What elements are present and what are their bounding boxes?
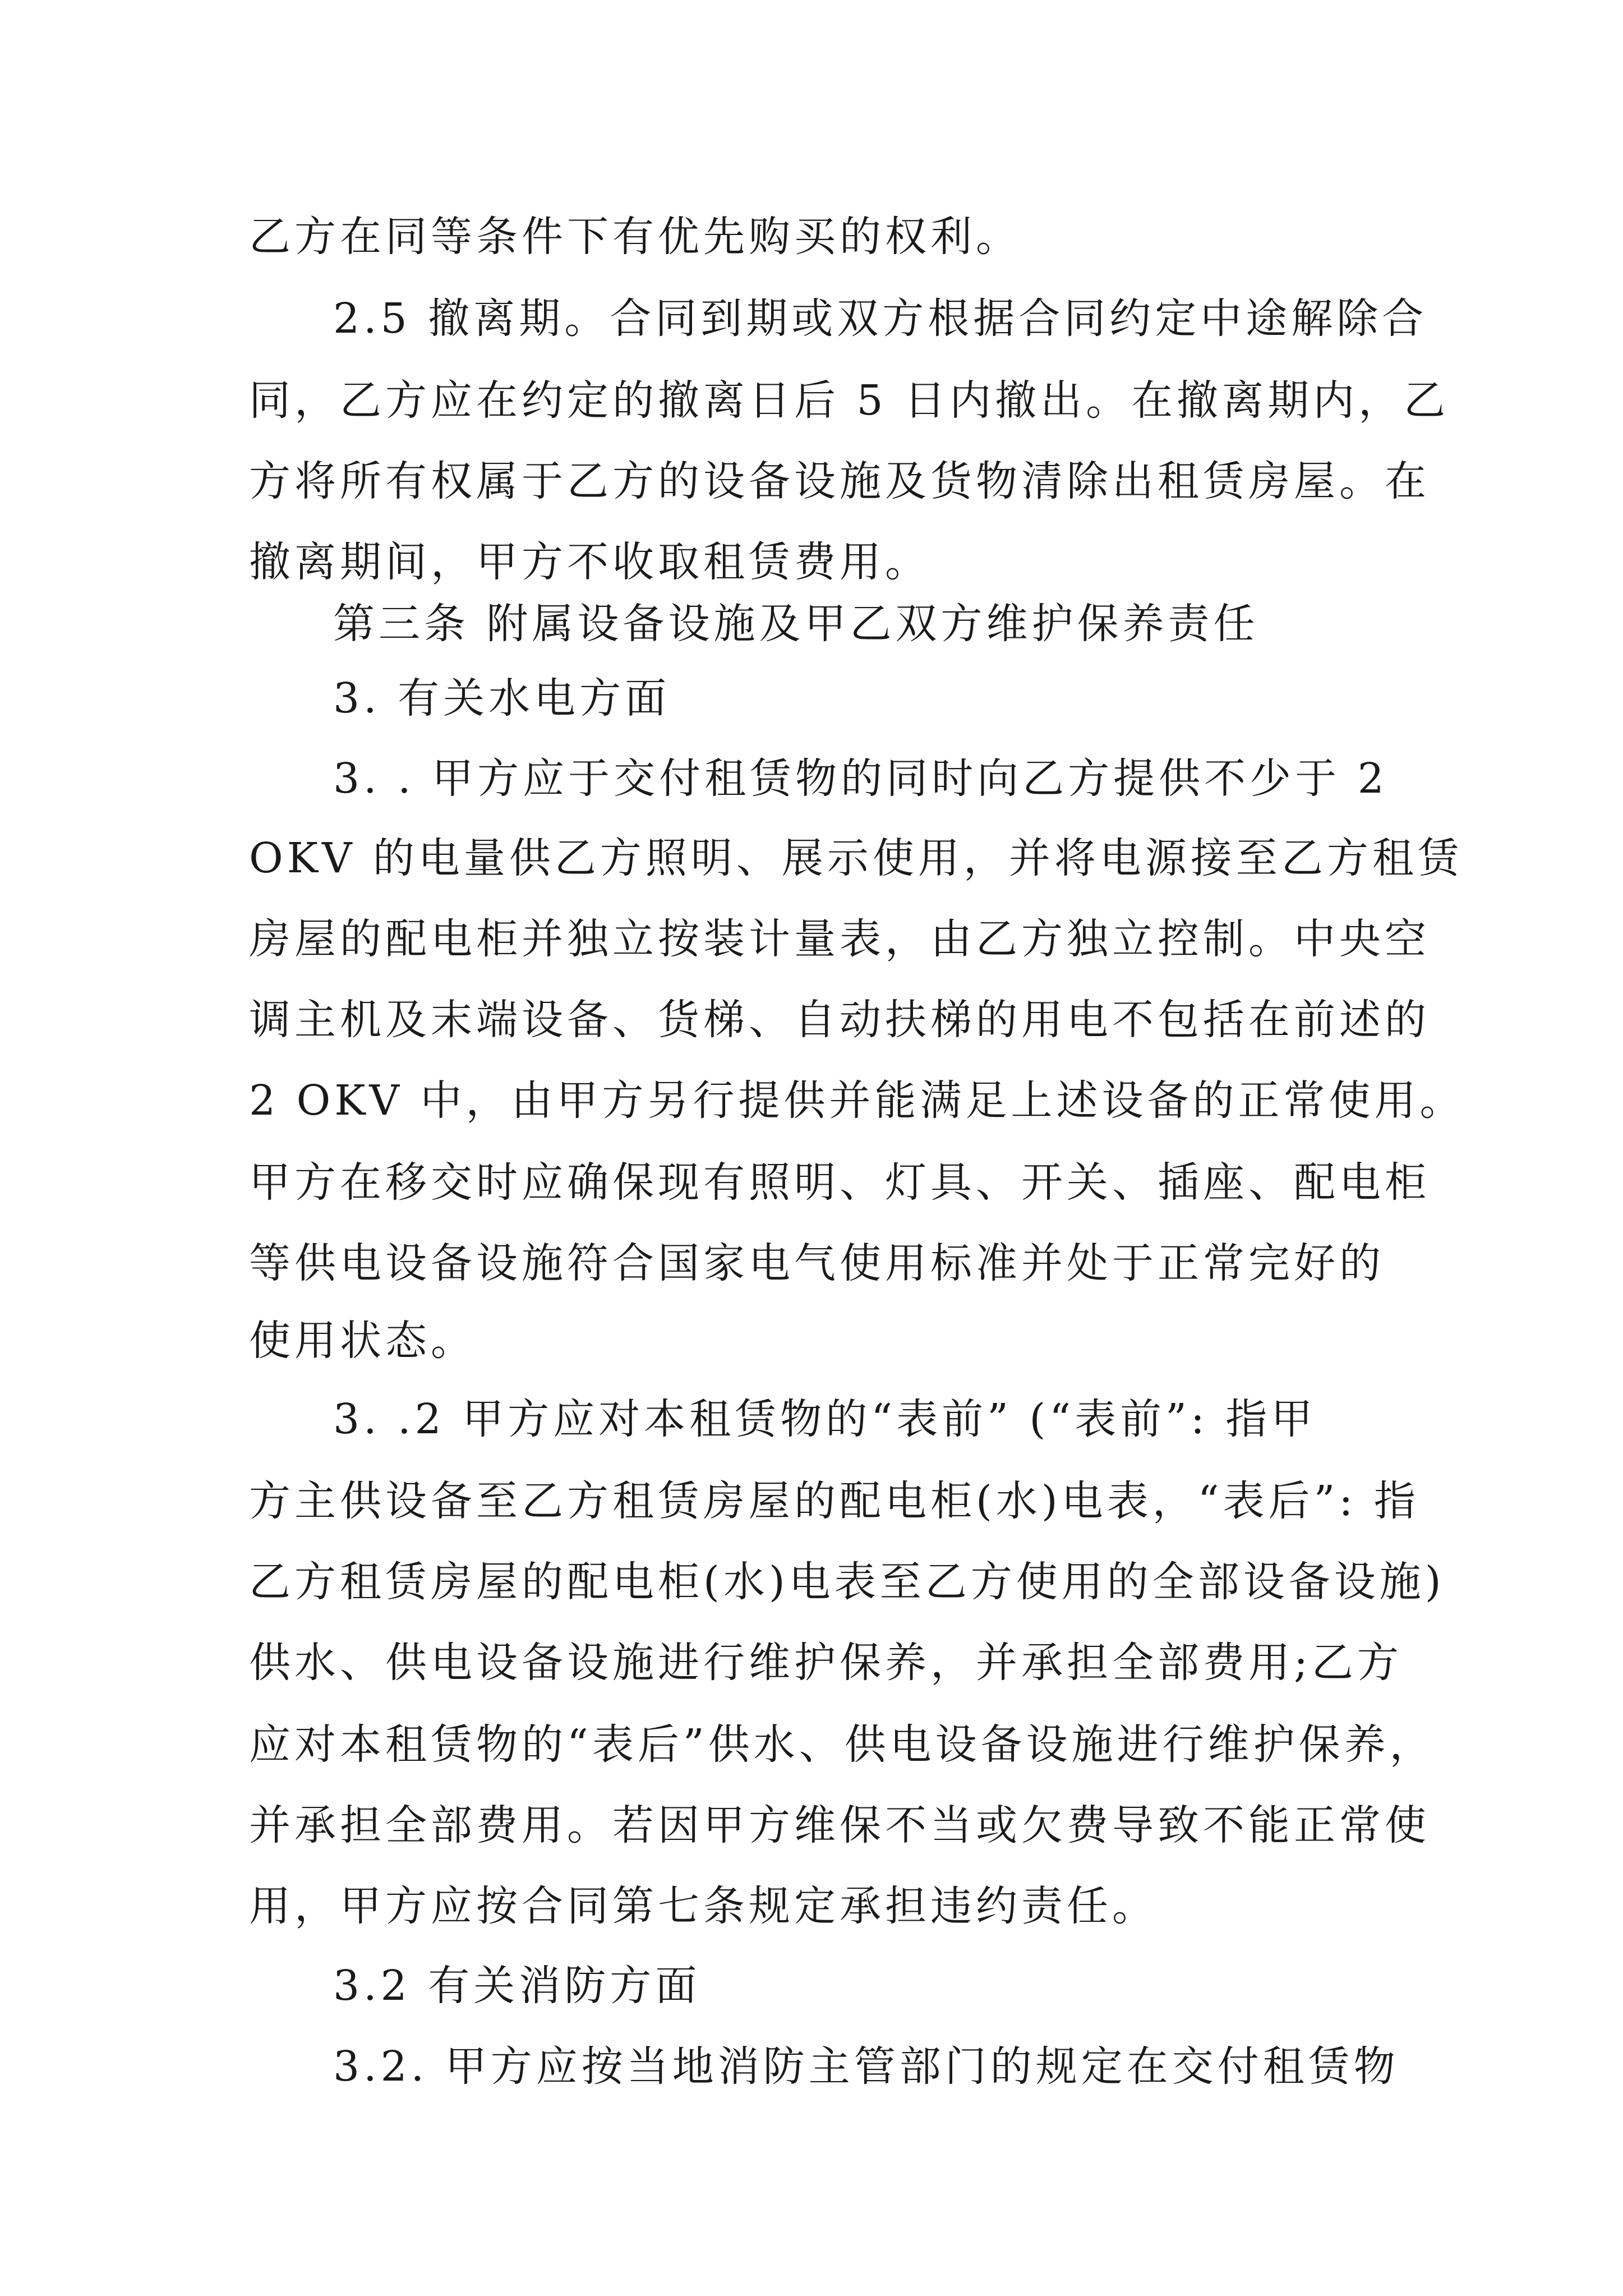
text-line: 3.2. 甲方应按当地消防主管部门的规定在交付租赁物 <box>333 2042 1399 2091</box>
text-line: OKV 的电量供乙方照明、展示使用，并将电源接至乙方租赁 <box>249 834 1463 882</box>
text-line: 撤离期间，甲方不收取租赁费用。 <box>249 538 930 586</box>
text-line: 3. .2 甲方应对本租赁物的“表前” (“表前”: 指甲 <box>333 1395 1317 1443</box>
text-line: 房屋的配电柜并独立按装计量表，由乙方独立控制。中央空 <box>249 915 1430 963</box>
text-line: 方将所有权属于乙方的设备设施及货物清除出租赁房屋。在 <box>249 457 1430 505</box>
text-line: 3. . 甲方应于交付租赁物的同时向乙方提供不少于 2 <box>333 754 1388 803</box>
text-line: 用，甲方应按合同第七条规定承担违约责任。 <box>249 1882 1158 1930</box>
text-line: 乙方在同等条件下有优先购买的权利。 <box>249 213 1021 261</box>
text-line: 乙方租赁房屋的配电柜(水)电表至乙方使用的全部设备设施) <box>249 1558 1445 1606</box>
text-line: 应对本租赁物的“表后”供水、供电设备设施进行维护保养， <box>249 1720 1435 1769</box>
subsection-heading: 3. 有关水电方面 <box>333 674 671 723</box>
text-line: 同，乙方应在约定的撤离日后 5 日内撤出。在撤离期内，乙 <box>249 376 1450 425</box>
text-line: 供水、供电设备设施进行维护保养，并承担全部费用;乙方 <box>249 1639 1403 1687</box>
text-line: 等供电设备设施符合国家电气使用标准并处于正常完好的 <box>249 1239 1385 1287</box>
text-line: 方主供设备至乙方租赁房屋的配电柜(水)电表，“表后”: 指 <box>249 1477 1419 1525</box>
text-line: 2 OKV 中，由甲方另行提供并能满足上述设备的正常使用。 <box>249 1076 1465 1125</box>
text-line: 甲方在移交时应确保现有照明、灯具、开关、插座、配电柜 <box>249 1158 1430 1207</box>
text-line: 调主机及末端设备、货梯、自动扶梯的用电不包括在前述的 <box>249 996 1430 1044</box>
text-line: 并承担全部费用。若因甲方维保不当或欠费导致不能正常使 <box>249 1801 1430 1849</box>
subsection-heading: 3.2 有关消防方面 <box>333 1962 701 2010</box>
text-line: 2.5 撤离期。合同到期或双方根据合同约定中途解除合 <box>333 295 1428 343</box>
text-line: 使用状态。 <box>249 1317 476 1365</box>
section-heading: 第三条 附属设备设施及甲乙双方维护保养责任 <box>333 600 1259 648</box>
